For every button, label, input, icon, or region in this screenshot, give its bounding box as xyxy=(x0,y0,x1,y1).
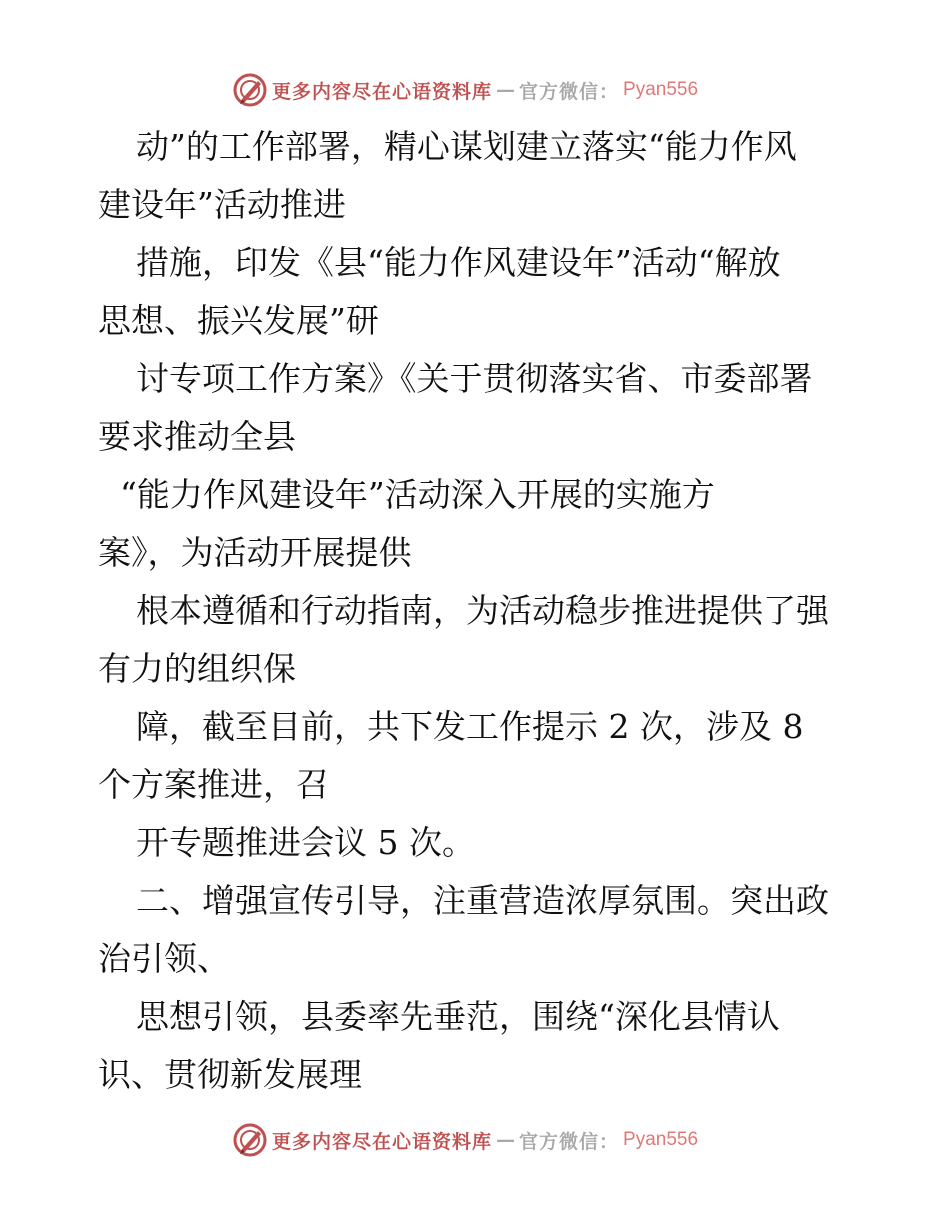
text-line: 要求推动全县 xyxy=(98,417,296,456)
footer-banner-wechat-id: Pyan556 xyxy=(623,1129,699,1150)
footer-banner-wechat-label: 官方微信： xyxy=(519,1130,620,1153)
text-line: 开专题推进会议 5 次。 xyxy=(136,823,475,862)
header-banner-wechat-id: Pyan556 xyxy=(623,79,699,100)
pen-logo-icon xyxy=(232,1122,268,1158)
header-banner-dash: — xyxy=(496,79,516,101)
text-line: 思想引领，县委率先垂范，围绕“深化县情认 xyxy=(136,997,780,1036)
text-line: 障，截至目前，共下发工作提示 2 次，涉及 8 xyxy=(136,707,804,746)
text-line: 措施，印发《县“能力作风建设年”活动“解放 xyxy=(136,243,781,282)
pen-logo-icon xyxy=(232,72,268,108)
text-line: “能力作风建设年”活动深入开展的实施方 xyxy=(120,475,715,514)
text-line: 案》，为活动开展提供 xyxy=(98,533,412,572)
header-banner xyxy=(232,72,698,108)
text-line: 根本遵循和行动指南，为活动稳步推进提供了强 xyxy=(136,591,829,630)
text-line: 动”的工作部署，精心谋划建立落实“能力作风 xyxy=(136,127,797,166)
header-banner-text: 更多内容尽在心语资料库 xyxy=(272,80,493,103)
header-banner-wechat-label: 官方微信： xyxy=(519,80,620,103)
text-line: 建设年”活动推进 xyxy=(98,185,346,224)
footer-banner xyxy=(232,1122,698,1158)
text-line: 个方案推进，召 xyxy=(98,765,329,804)
text-line: 二、增强宣传引导，注重营造浓厚氛围。突出政 xyxy=(136,881,829,920)
text-line: 治引领、 xyxy=(98,939,230,978)
body-text xyxy=(98,118,858,1104)
text-line: 讨专项工作方案》《关于贯彻落实省、市委部署 xyxy=(136,359,813,398)
footer-banner-dash: — xyxy=(496,1129,516,1151)
text-line: 思想、振兴发展”研 xyxy=(98,301,379,340)
footer-banner-text: 更多内容尽在心语资料库 xyxy=(272,1130,493,1153)
text-line: 有力的组织保 xyxy=(98,649,296,688)
text-line: 识、贯彻新发展理 xyxy=(98,1055,362,1094)
